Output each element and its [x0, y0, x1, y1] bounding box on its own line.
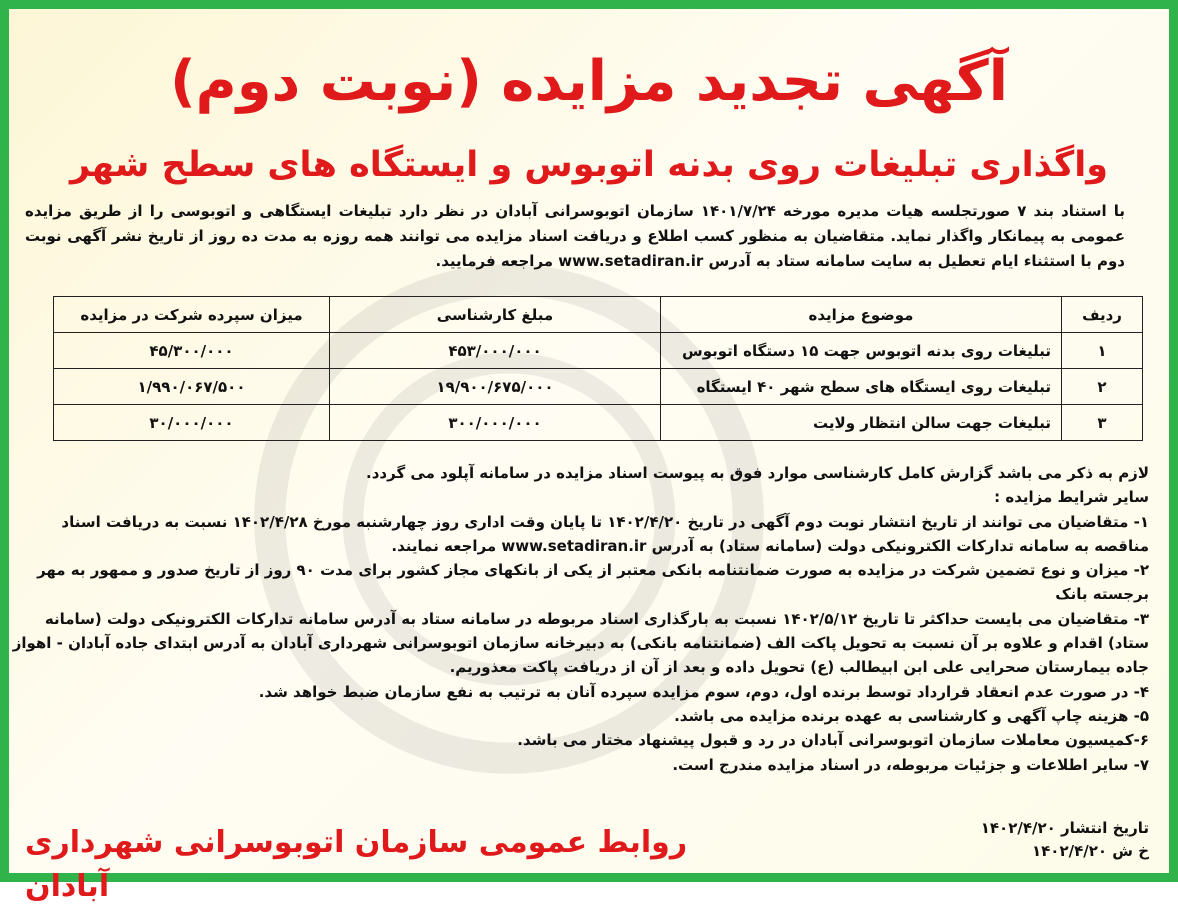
header-row-number: ردیف [1062, 297, 1143, 333]
auction-table [53, 296, 1143, 441]
term-item-3: ۳- متقاضیان می بایست حداکثر تا تاریخ ۱۴۰۲/۵/۱۲ نسبت به بارگذاری اسناد مربوطه در سامانه ستاد به آدرس سامانه تدارکات الکترونیکی دولت (سامانه ستاد) اقدام و علاوه بر آن نسبت به تحویل پاکت الف (ضمانتنامه بانکی) به دبیرخانه سازمان اتوبوسرانی شهرداری آبادان به آدرس ابتدای جاده آبادان - اهواز جاده بیمارستان صحرایی علی ابن ابیطالب (ع) تحویل داده و بعد از آن از دریافت پاکت معذوریم. [12, 609, 1149, 677]
term-item-5: ۵- هزینه چاپ آگهی و کارشناسی به عهده برنده مزایده می باشد. [674, 706, 1149, 725]
term-item-2: ۲- میزان و نوع تضمین شرکت در مزایده به صورت ضمانتنامه بانکی معتبر از یکی از بانکهای مجاز کشور برای مدت ۹۰ روز از تاریخ صدور و ممهور به مهر برجسته بانک [37, 561, 1149, 604]
cell-deposit: ۳۰/۰۰۰/۰۰۰ [54, 405, 330, 441]
cell-expert-price: ۴۵۳/۰۰۰/۰۰۰ [330, 333, 661, 369]
headline-subtitle: واگذاری تبلیغات روی بدنه اتوبوس و ایستگاه های سطح شهر [70, 145, 1108, 185]
intro-paragraph: با استناد بند ۷ صورتجلسه هیات مدیره مورخه ۱۴۰۱/۷/۲۴ سازمان اتوبوسرانی آبادان در نظر دارد تبلیغات ایستگاهی و اتوبوسی را از طریق مزایده عمومی به پیمانکار واگذار نماید. متقاضیان به منظور کسب اطلاع و دریافت اسناد مزایده می توانند همه روزه به مدت ده روز از تاریخ نشر آگهی نوبت دوم با استثناء ایام تعطیل به سایت سامانه ستاد به آدرس www.setadiran.ir مراجعه فرمایید. [25, 202, 1125, 270]
cell-subject: تبلیغات روی ایستگاه های سطح شهر ۴۰ ایستگاه [661, 369, 1062, 405]
cell-expert-price: ۱۹/۹۰۰/۶۷۵/۰۰۰ [330, 369, 661, 405]
publish-code: خ ش ۱۴۰۲/۴/۲۰ [1032, 842, 1149, 860]
cell-subject: تبلیغات روی بدنه اتوبوس جهت ۱۵ دستگاه اتوبوس [661, 333, 1062, 369]
cell-deposit: ۱/۹۹۰/۰۶۷/۵۰۰ [54, 369, 330, 405]
header-expert-price: مبلغ کارشناسی [330, 297, 661, 333]
header-deposit: میزان سپرده شرکت در مزایده [54, 297, 330, 333]
publish-date: تاریخ انتشار ۱۴۰۲/۴/۲۰ [980, 819, 1149, 837]
term-item-1: ۱- متقاضیان می توانند از تاریخ انتشار نوبت دوم آگهی در تاریخ ۱۴۰۲/۴/۲۰ تا پایان وقت اداری روز چهارشنبه مورخ ۱۴۰۲/۴/۲۸ نسبت به دریافت اسناد مناقصه به سامانه تدارکات الکترونیکی دولت (سامانه ستاد) به آدرس www.setadiran.ir مراجعه نمایند. [61, 512, 1149, 555]
cell-row-number: ۲ [1062, 369, 1143, 405]
footer-organization: روابط عمومی سازمان اتوبوسرانی شهرداری آبادان [25, 825, 688, 904]
table-row [54, 405, 1143, 441]
cell-row-number: ۱ [1062, 333, 1143, 369]
cell-expert-price: ۳۰۰/۰۰۰/۰۰۰ [330, 405, 661, 441]
table-row [54, 333, 1143, 369]
cell-row-number: ۳ [1062, 405, 1143, 441]
report-note: لازم به ذکر می باشد گزارش کامل کارشناسی موارد فوق به پیوست اسناد مزایده در سامانه آپلود می گردد. [366, 464, 1149, 482]
cell-deposit: ۴۵/۳۰۰/۰۰۰ [54, 333, 330, 369]
cell-subject: تبلیغات جهت سالن انتظار ولایت [661, 405, 1062, 441]
term-item-4: ۴- در صورت عدم انعقاد قرارداد توسط برنده اول، دوم، سوم مزایده سپرده آنان به ترتیب به نفع سازمان ضبط خواهد شد. [258, 682, 1149, 701]
table-row [54, 369, 1143, 405]
table-header-row [54, 297, 1143, 333]
publication-info [849, 817, 1149, 863]
headline-title: آگهی تجدید مزایده (نوبت دوم) [170, 49, 1008, 114]
terms-heading: سایر شرایط مزایده : [994, 488, 1149, 507]
term-item-7: ۷- سایر اطلاعات و جزئیات مربوطه، در اسناد مزایده مندرج است. [672, 755, 1149, 774]
term-item-6: ۶-کمیسیون معاملات سازمان اتوبوسرانی آبادان در رد و قبول پیشنهاد مختار می باشد. [517, 731, 1149, 750]
terms-section [9, 461, 1149, 777]
header-subject: موضوع مزایده [661, 297, 1062, 333]
